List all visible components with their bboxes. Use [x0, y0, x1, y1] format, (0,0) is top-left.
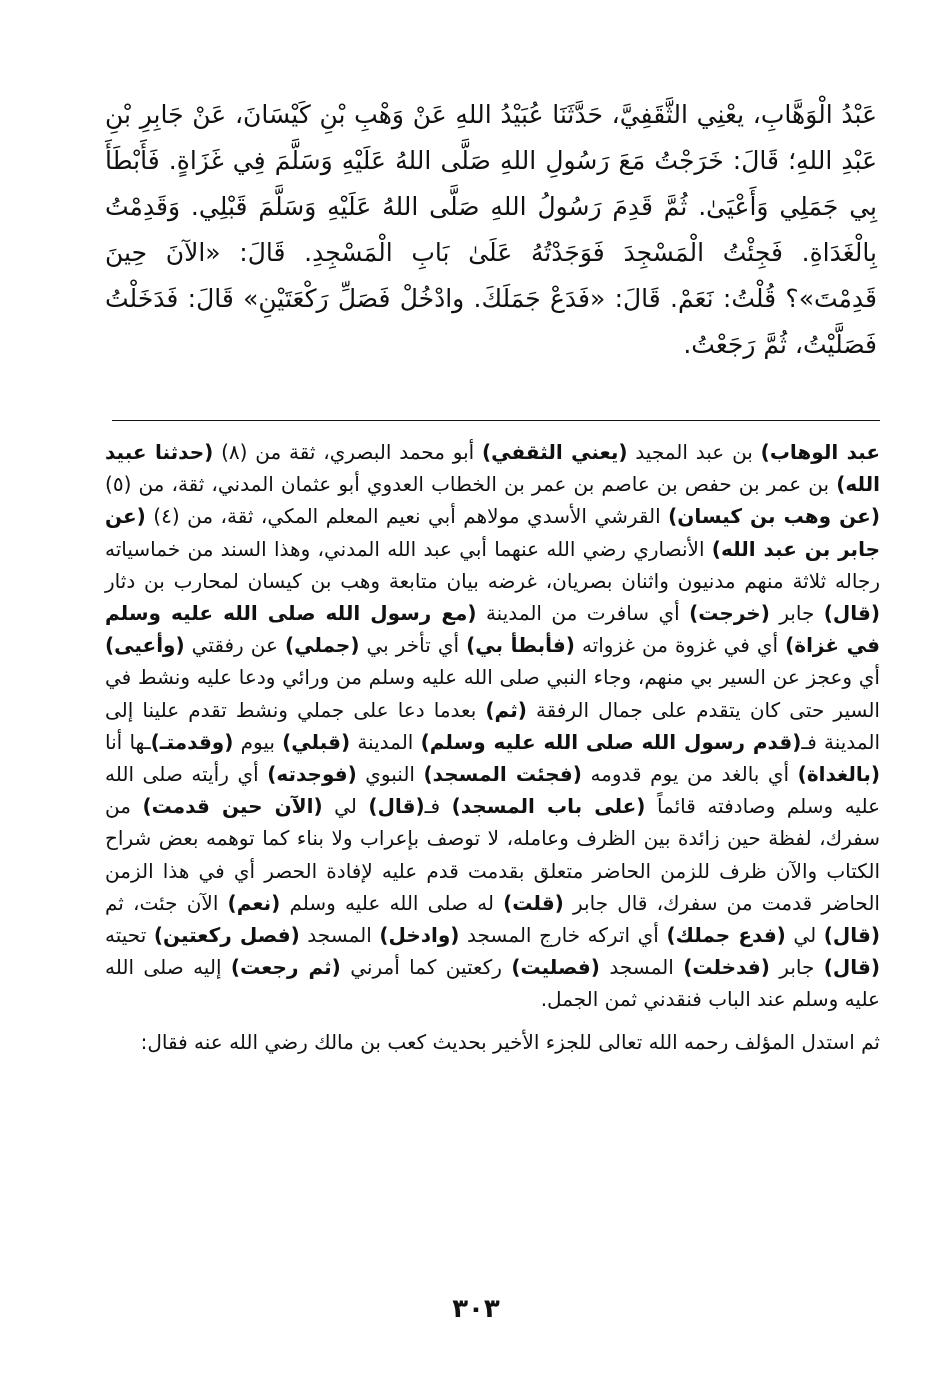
quoted-hadith-phrase: (فصل ركعتين) [153, 923, 300, 948]
quoted-hadith-phrase: (قال) [823, 601, 880, 626]
commentary-text-run: جابر [769, 955, 824, 980]
commentary-text-run: الآن جئت، ثم [105, 890, 228, 915]
commentary-text-run: لي [785, 923, 824, 948]
quoted-hadith-phrase: (جملي) [284, 633, 360, 658]
quoted-hadith-phrase: (فدخلت) [683, 955, 770, 980]
commentary-text-run: المسجد [599, 955, 684, 980]
commentary-text-run: بن عمر بن حفص بن عاصم بن عمر بن الخطاب العدوي أبو عثمان المدني، ثقة، من (٥) [105, 472, 837, 497]
quoted-hadith-phrase: (قدم رسول الله صلى الله عليه وسلم) [420, 729, 802, 754]
page-number: ٣٠٣ [452, 1294, 500, 1324]
quoted-hadith-phrase: (مع رسول الله صلى الله عليه وسلم في غزاة) [105, 601, 881, 658]
commentary-text-run: ـها أنا [105, 729, 151, 754]
quoted-hadith-phrase: (نعم) [227, 890, 281, 915]
commentary-text-run: بعدما دعا على جملي ونشط تقدم علينا إلى المدينة فـ [105, 697, 881, 754]
commentary-text-run: ركعتين كما أمرني [340, 955, 512, 980]
commentary-text-run: النبوي [356, 762, 424, 787]
quoted-hadith-phrase: (حدثنا عبيد الله) [105, 440, 880, 497]
commentary-text-run: أي رأيته صلى الله عليه وسلم وصادفته قائماً [105, 762, 881, 819]
quoted-hadith-phrase: (عن وهب بن كيسان) [668, 504, 880, 529]
commentary-text-run: أي سافرت من المدينة [476, 601, 690, 626]
quoted-hadith-phrase: (فدع جملك) [666, 923, 786, 948]
commentary-text-run: أي بالغد من يوم قدومه [581, 762, 798, 787]
commentary-text-run: الأنصاري رضي الله عنهما أبي عبد الله المدني، وهذا السند من خماسياته رجاله ثلاثة منهم مدنيون واثنان بصريان، غرضه بيان متابعة وهب بن كيسان لمحارب بن دثار [105, 536, 880, 593]
commentary-text-run: لي [322, 794, 369, 819]
quoted-hadith-phrase: (قلت) [503, 890, 564, 915]
quoted-hadith-phrase: (وأعيى) [105, 633, 185, 658]
quoted-hadith-phrase: (بالغداة) [797, 762, 880, 787]
commentary-text-run: المسجد [299, 923, 380, 948]
quoted-hadith-phrase: (وقدمتـ) [150, 729, 234, 754]
quoted-hadith-phrase: عبد الوهاب) [760, 440, 880, 464]
commentary-text-run: أي في غزوة من غزواته [574, 633, 786, 658]
commentary-text-run: أي تأخر بي [359, 633, 467, 658]
commentary-text-run: له صلى الله عليه وسلم [280, 890, 504, 915]
quoted-hadith-phrase: (فصليت) [511, 955, 600, 980]
commentary-text-run: أي وعجز عن السير بي منهم، وجاء النبي صلى الله عليه وسلم من ورائي ودعا عليه ونشط في السير حتى كان يتقدم على جمال الرفقة [105, 665, 880, 722]
quoted-hadith-phrase: (فوجدته) [267, 762, 357, 787]
quoted-hadith-phrase: (ثم) [485, 697, 527, 722]
commentary-text-run: بيوم [233, 729, 283, 754]
quoted-hadith-phrase: (خرجت) [689, 601, 770, 626]
quoted-hadith-phrase: (على باب المسجد) [451, 794, 646, 819]
commentary-text-run: أي اتركه خارج المسجد [459, 923, 667, 948]
hadith-text-block [105, 92, 877, 368]
footnote-separator-rule [112, 420, 880, 421]
commentary-text-run: فـ [424, 794, 452, 819]
commentary-text-run: أبو محمد البصري، ثقة من (٨) [213, 440, 483, 464]
paragraph-spacer [105, 1016, 880, 1026]
quoted-hadith-phrase: (الآن حين قدمت) [142, 794, 323, 819]
commentary-block [105, 436, 880, 1058]
quoted-hadith-phrase: (فجئت المسجد) [423, 762, 582, 787]
quoted-hadith-phrase: (عن جابر بن عبد الله) [105, 504, 880, 561]
commentary-text-run: عن رفقتي [184, 633, 285, 658]
quoted-hadith-phrase: (فأبطأ بي) [466, 633, 575, 658]
quoted-hadith-phrase: (وادخل) [379, 923, 460, 948]
commentary-paragraph-main [105, 436, 880, 1016]
commentary-text-run: جابر [769, 601, 824, 626]
commentary-text-run: تحيته [105, 923, 154, 948]
quoted-hadith-phrase: (يعني الثقفي) [482, 440, 628, 464]
quoted-hadith-phrase: (قال) [368, 794, 425, 819]
commentary-text-run: القرشي الأسدي مولاهم أبي نعيم المعلم المكي، ثقة، من (٤) [145, 504, 669, 529]
commentary-text-run: بن عبد المجيد [627, 440, 761, 464]
quoted-hadith-phrase: (قال) [823, 955, 881, 980]
commentary-text-run: إليه صلى الله عليه وسلم عند الباب فنقدني ثمن الجمل. [105, 955, 880, 1012]
hadith-paragraph: عَبْدُ الْوَهَّابِ، يعْنِي الثَّقَفِيَّ، حَدَّثَنَا عُبَيْدُ اللهِ عَنْ وَهْبِ بْنِ كَيْسَانَ، عَنْ جَابِرِ بْنِ عَبْدِ اللهِ؛ قَالَ: خَرَجْتُ مَعَ رَسُولِ اللهِ صَلَّى اللهُ عَلَيْهِ وَسَلَّمَ فِي غَزَاةٍ. فَأَبْطَأَ بِي جَمَلِي وَأَعْيَىٰ. ثُمَّ قَدِمَ رَسُولُ اللهِ صَلَّى اللهُ عَلَيْهِ وَسَلَّمَ قَبْلِي. وَقَدِمْتُ بِالْغَدَاةِ. فَجِئْتُ الْمَسْجِدَ فَوَجَدْتُهُ عَلَىٰ بَابِ الْمَسْجِدِ. قَالَ: «الآنَ حِينَ قَدِمْتَ»؟ قُلْتُ: نَعَمْ. قَالَ: «فَدَعْ جَمَلَكَ. وادْخُلْ فَصَلِّ رَكْعَتَيْنِ» قَالَ: فَدَخَلْتُ فَصَلَّيْتُ، ثُمَّ رَجَعْتُ. [105, 100, 877, 359]
commentary-text-run: من سفرك، لفظة حين زائدة بين الظرف وعامله، لا توصف بإعراب ولا بناء كما توهمه بعض شراح الكتاب والآن ظرف للزمن الحاضر متعلق بقدمت قدم عليه لإفادة الحصر أي في هذا الزمن الحاضر قدمت من سفرك، قال جابر [105, 794, 880, 915]
quoted-hadith-phrase: (ثم رجعت) [230, 955, 341, 980]
commentary-paragraph-transition: ثم استدل المؤلف رحمه الله تعالى للجزء الأخير بحديث كعب بن مالك رضي الله عنه فقال: [140, 1029, 880, 1054]
commentary-text-run: المدينة [350, 729, 421, 754]
quoted-hadith-phrase: (قال) [823, 923, 880, 948]
quoted-hadith-phrase: (قبلي) [282, 729, 351, 754]
